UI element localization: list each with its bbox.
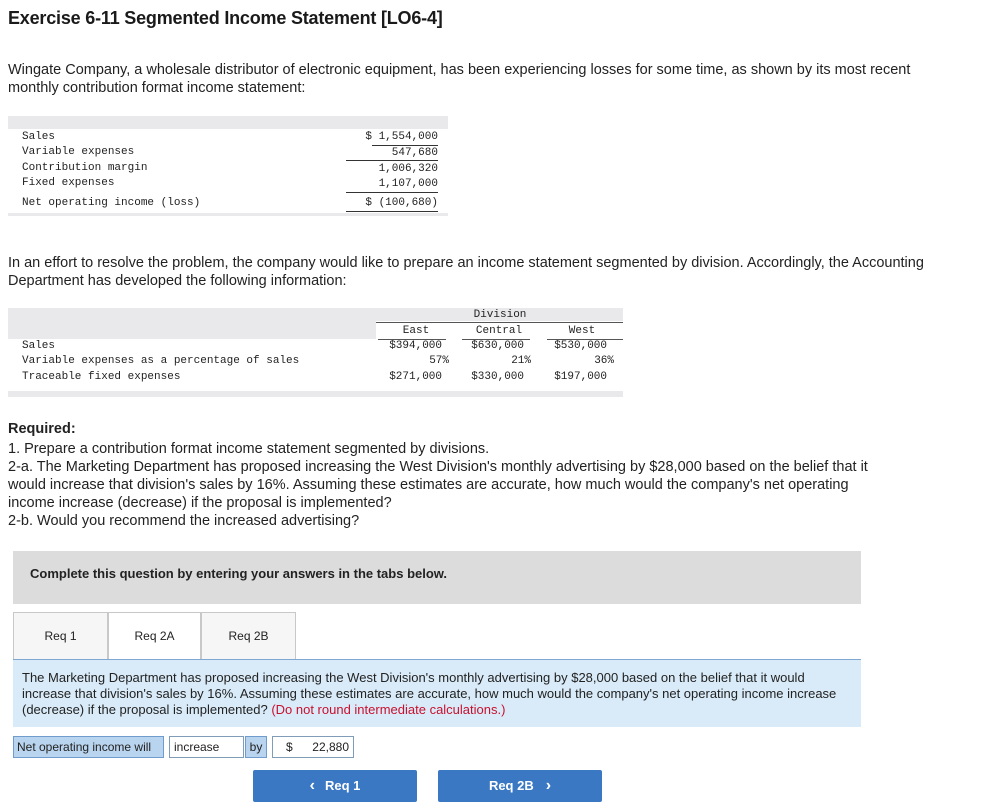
required-item: 2-a. The Marketing Department has proposed increasing the West Division's monthly advertising by $28,000 based on the belief that it [8, 459, 868, 475]
next-button-label: Req 2B [488, 778, 534, 793]
question-text [22, 670, 852, 718]
cell: 57% [429, 355, 449, 367]
col-east: East [402, 325, 430, 337]
prev-button[interactable] [253, 770, 417, 802]
value-contribution-margin: 1,006,320 [378, 163, 438, 175]
required-item: 2-b. Would you recommend the increased advertising? [8, 513, 360, 529]
instruction-banner-text: Complete this question by entering your answers in the tabs below. [30, 566, 448, 581]
double-underline [346, 211, 438, 212]
cell: 21% [511, 355, 531, 367]
division-group-header: Division [473, 309, 527, 321]
col-central: Central [475, 325, 523, 337]
cell: $630,000 [471, 340, 524, 352]
table-header-band [8, 116, 448, 129]
page-title: Exercise 6-11 Segmented Income Statement [LO6-4] [8, 8, 443, 28]
required-item: income increase (decrease) if the proposal is implemented? [8, 495, 392, 511]
prev-button-label: Req 1 [324, 778, 361, 793]
cell: $394,000 [389, 340, 442, 352]
table-footer-band [8, 213, 448, 216]
underline [372, 145, 438, 146]
amount-input[interactable] [272, 736, 354, 758]
underline [346, 160, 438, 161]
required-item: would increase that division's sales by 16%. Assuming these estimates are accurate, how much would the company's net operating [8, 477, 849, 493]
required-item: 1. Prepare a contribution format income statement segmented by divisions. [8, 441, 490, 457]
col-west: West [568, 325, 596, 337]
row-label-sales: Sales [22, 131, 56, 143]
underline [346, 192, 438, 193]
answer-label: Net operating income will [13, 736, 164, 758]
row-label-variable-expenses: Variable expenses [22, 146, 135, 158]
row-label-contribution-margin: Contribution margin [22, 162, 148, 174]
tab-req-2b[interactable]: Req 2B [201, 612, 296, 659]
row-label-fixed-expenses: Fixed expenses [22, 177, 115, 189]
division-footer-band [8, 391, 623, 397]
value-net-operating-income: $ (100,680) [365, 197, 438, 209]
intro2-paragraph: In an effort to resolve the problem, the company would like to prepare an income statement segmented by division. Accordingly, the Accounting Department has developed the following information: [8, 255, 924, 289]
cell: $530,000 [554, 340, 607, 352]
cell: $197,000 [554, 371, 607, 383]
cell: $271,000 [389, 371, 442, 383]
currency-symbol: $ [286, 740, 293, 754]
div-row-label-variable-pct: Variable expenses as a percentage of sales [22, 355, 300, 367]
value-sales: $ 1,554,000 [365, 131, 438, 143]
amount-value: 22,880 [312, 740, 349, 754]
div-row-label-sales: Sales [22, 340, 56, 352]
direction-select[interactable]: increase [169, 736, 244, 758]
value-variable-expenses: 547,680 [391, 147, 438, 159]
cell: 36% [594, 355, 614, 367]
cell: $330,000 [471, 371, 524, 383]
header-rule [376, 322, 623, 323]
next-button[interactable] [438, 770, 602, 802]
question-note: (Do not round intermediate calculations.) [271, 702, 506, 717]
chevron-right-icon: › [545, 777, 552, 794]
tab-req-1[interactable]: Req 1 [13, 612, 108, 659]
row-label-net-operating-income: Net operating income (loss) [22, 197, 201, 209]
intro-paragraph: Wingate Company, a wholesale distributor of electronic equipment, has been experiencing losses for some time, as shown by its most recent monthly contribution format income statement: [8, 62, 911, 96]
div-row-label-traceable-fixed: Traceable fixed expenses [22, 371, 181, 383]
tab-req-2a[interactable]: Req 2A [108, 612, 201, 659]
question-body: The Marketing Department has proposed increasing the West Division's monthly advertising by $28,000 based on the belief that it would increase that division's sales by 16%. Assuming these estimates are accurate, how much would the company's net operating income increase (decrease) if the proposal is implemented? [22, 670, 837, 717]
value-fixed-expenses: 1,107,000 [378, 178, 438, 190]
answer-by-label: by [245, 736, 267, 758]
division-header-band-left [8, 321, 376, 339]
chevron-left-icon: ‹ [309, 777, 315, 794]
required-heading: Required: [8, 421, 76, 437]
